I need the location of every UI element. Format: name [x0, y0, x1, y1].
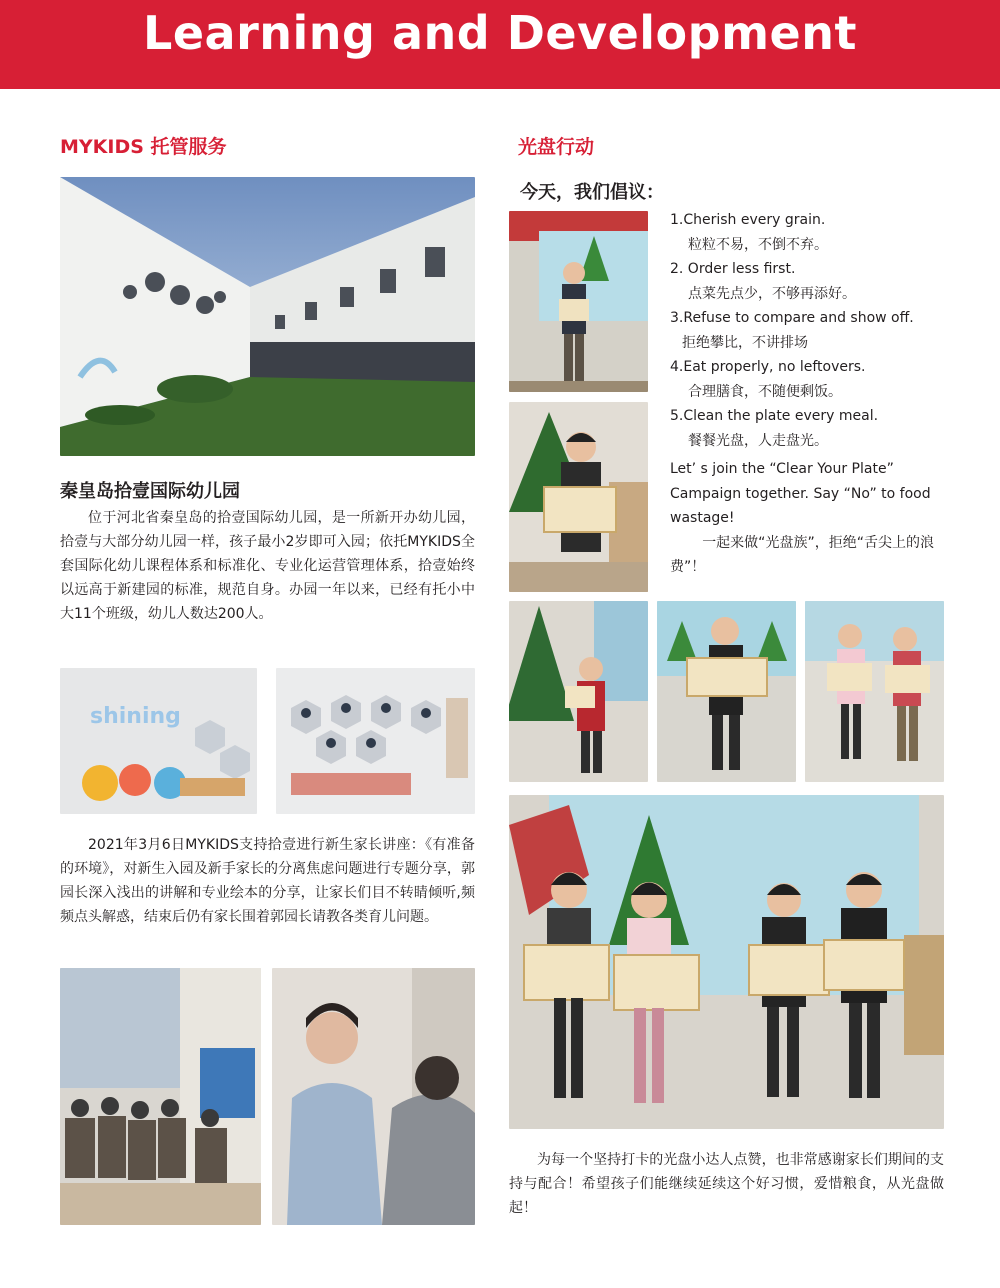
- principal-speaking-photo: [272, 968, 475, 1225]
- proposal-item-1-cn: 粒粒不易，不倒不弃。: [688, 236, 828, 253]
- campaign-text: [670, 457, 945, 580]
- proposal-item-1-en: 1.Cherish every grain.: [670, 212, 826, 228]
- lecture-paragraph: 2021年3月6日MYKIDS支持拾壹进行新生家长讲座：《有准备的环境》，对新生入园及新手家长的分离焦虑问题进行专题分享，郭园长深入浅出的讲解和专业绘本的分享，让家长们目不转睛倾听,频频点头解惑，结束后仍有家长围着郭园长请教各类育儿问题。: [60, 837, 475, 925]
- proposal-item-2-cn: 点菜先点少，不够再添好。: [688, 285, 856, 302]
- shining-wall-photo: [60, 668, 257, 814]
- proposal-heading: 今天，我们倡议：: [520, 182, 664, 203]
- proposal-list: [670, 208, 945, 453]
- parents-audience-photo: [60, 968, 261, 1225]
- child-certificate-photo: [509, 402, 648, 592]
- group-certificate-photo: [509, 795, 944, 1129]
- school-name: 秦皇岛拾壹国际幼儿园: [60, 481, 240, 502]
- proposal-item-4-cn: 合理膳食，不随便剩饭。: [688, 383, 842, 400]
- section-title-mykids: MYKIDS 托管服务: [60, 136, 227, 158]
- proposal-item-2-en: 2. Order less first.: [670, 261, 796, 277]
- header-banner: [0, 0, 1000, 89]
- children-certificate-photo: [805, 601, 944, 782]
- campaign-chinese: 一起来做“光盘族”，拒绝“舌尖上的浪费”！: [670, 534, 934, 575]
- proposal-item-5-cn: 餐餐光盘，人走盘光。: [688, 432, 828, 449]
- kindergarten-building-photo: [60, 177, 475, 456]
- child-certificate-photo: [509, 601, 648, 782]
- page-title: Learning and Development: [143, 6, 857, 60]
- proposal-item-3-en: 3.Refuse to compare and show off.: [670, 310, 914, 326]
- child-certificate-photo: [509, 211, 648, 392]
- section-title-clear-plate: 光盘行动: [518, 136, 595, 158]
- closing-paragraph: 为每一个坚持打卡的光盘小达人点赞，也非常感谢家长们期间的支持与配合！希望孩子们能继续延续这个好习惯，爱惜粮食，从光盘做起！: [509, 1152, 944, 1216]
- proposal-item-3-cn: 拒绝攀比，不讲排场: [682, 334, 808, 351]
- svg-text:shining: shining: [90, 704, 181, 729]
- proposal-item-4-en: 4.Eat properly, no leftovers.: [670, 359, 866, 375]
- school-intro-paragraph: 位于河北省秦皇岛的拾壹国际幼儿园，是一所新开办幼儿园，拾壹与大部分幼儿园一样，孩子最小2岁即可入园；依托MYKIDS全套国际化幼儿课程体系和标准化、专业化运营管理体系，拾壹始终以远高于新建园的标准，规范自身。办园一年以来，已经有托小中大11个班级，幼儿人数达200人。: [60, 510, 475, 622]
- campaign-english: Let’ s join the “Clear Your Plate” Campaign together. Say “No” to food wastage!: [670, 461, 931, 526]
- teacher-wall-photo: [276, 668, 475, 814]
- child-certificate-photo: [657, 601, 796, 782]
- proposal-item-5-en: 5.Clean the plate every meal.: [670, 408, 879, 424]
